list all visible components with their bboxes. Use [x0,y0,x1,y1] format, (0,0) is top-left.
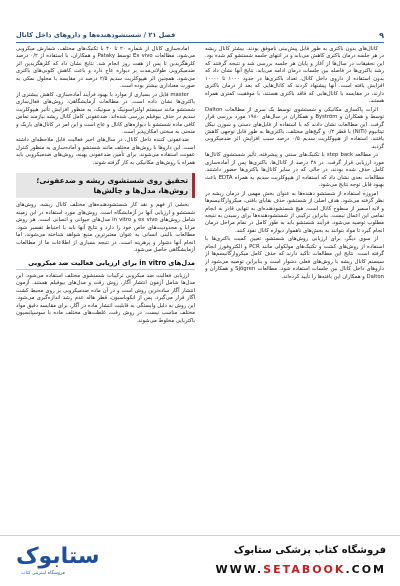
section-heading-box [16,173,195,198]
shop-name: فروشگاه کتاب پزشکی ستابوک [233,545,386,556]
paragraph: کانال‌های بدون باکتری به طور قابل پیش‌بینی ناموفق بودند. بیشتر کانال ریشه در هر جلسه درمان باکتری کاهش می‌یابد و در انتهای جلسه شستشو کم شده بود. این تحقیقات در سال‌ها از آغاز و پایان هر جلسه بررسی شد و نتیجه گرفتند که رشد باکتری‌ها در فاصله بین جلسات درمان ادامه می‌یابد. نتایج آنها نشان داد که بدون استفاده از داروی داخل کانال، تعداد باکتری‌ها در حدود ۱۰۰۰ تا ۱۰۰۰۰ افزایش یافته است. آنها پیشنهاد کردند که کانال‌هایی که بعد از درمان باکتری دارند، در مقایسه با کانال‌هایی که فاقد باکتری هستند، با موفقیت کمتری همراه هستند. [205,46,384,105]
subsection-heading [16,260,195,269]
url-brand: SETABOOK [263,563,346,576]
website-url[interactable] [216,563,386,576]
two-column-body [16,46,384,526]
paragraph: اثرات پاکسازی مکانیکی و شستشوی توسط یک سری از مطالعات Dalton توسط و همکاران و Byström و همکاران در سال‌های ۱۹۸۰ مورد بررسی قرار گرفت. این مطالعات نشان دادند که با استفاده از فایل‌های دستی و سوزن نیکل تیتانیوم (NiTi) با قطر ۰/۲ و گیج‌های مختلف، باکتری‌ها به طور قابل توجهی کاهش یافتند. استفاده از هیپوکلریت سدیم ۰/۵ درصد سبب افزایش اثر ضدمیکروبی گردید. [205,106,384,150]
paragraph: از سوی دیگر، برای ارزیابی روش‌های شستشو، تعیین کمیت باکتری‌ها با استفاده از روش‌های کشت و تکنیک‌های مولکولی مانند PCR و الکتروفورز انجام گرفته است. نتایج این مطالعات تأکید دارند که حذف کامل میکروارگانیسم‌ها از سیستم کانال ریشه با روش‌های فعلی دشوار است و بنابراین توصیه می‌شود از داروهای داخل کانال بین جلسات استفاده شود. مطالعات Sjögren و همکاران و Dalton و همکاران این یافته‌ها را تأیید کرده‌اند. [205,236,384,280]
logo-text: ستابوک [16,544,100,569]
setabook-logo[interactable] [12,544,100,578]
right-column [205,46,384,526]
paragraph: بخشی از فهم و نقد کار شستشودهنده‌های مختلف کانال ریشه، روش‌های شستشو و ارزیابی آنها در آزمایشگاه است. روش‌های مورد استفاده در این زمینه شامل روش‌های ex vivo و in vitro مدل‌های حیوانی و انسانی است. هر روش مزایا و محدودیت‌های خاص خود را دارد و نتایج آنها باید با احتیاط تفسیر شود. مطالعات بالینی انسانی به عنوان معتبرترین منبع شواهد شناخته می‌شوند، اما انجام آنها دشوار و پرهزینه است. در نتیجه بسیاری از اطلاعات ما از مطالعات آزمایشگاهی حاصل می‌شود. [16,202,195,253]
subsection-prefix: مدل‌های [168,259,195,268]
url-prefix: WWW. [215,563,264,576]
subsection-ltr-term: in vitro [139,259,166,268]
logo-subtitle: فروشگاه اینترنتی کتاب [21,571,65,576]
page-number: ۹ [379,30,384,40]
page-header [16,28,384,43]
paragraph: آماده‌سازی کانال از شماره ۲۰ تا ۴۰ با تکنیک‌های مختلف، شمارش میکروبی می‌شود. مطالعات Ex vivo توسط Pataky و همکاران، با استفاده از ۰/۲ درصد کلرهگزیدین تا پس از هفت روز انجام شد. نتایج نشان داد که کلرهگزیدین اثر ضدمیکروبی طولانی‌مدت بر دیواره عاج دارد و باعث کاهش کلونی‌های باکتری می‌شود. همچنین اثر هیپوکلریت سدیم ۲/۵ درصد در مقایسه با محلول نمکی به صورت معناداری بیشتر بوده است. [16,46,195,90]
paragraph: در مطالعه step back با تکنیک‌های سنتی و پیشرفته، تأثیر شستشوی کانال‌ها مورد ارزیابی قرار گرفت. در ۴۸ درصد از کانال‌ها، باکتری‌ها پس از آماده‌سازی کامل حذف شده بودند، در حالی که در سایر کانال‌ها باکتری‌ها حضور داشتند. مطالعات بعدی نشان داد که استفاده از هیپوکلریت سدیم به همراه EDTA باعث بهبود قابل توجه نتایج می‌شود. [205,152,384,189]
section-title: تحقیق روی شستشوی ریشه و ضدعفونی؛ روش‌ها، مدل‌ها و چالش‌ها [36,176,188,195]
paragraph: ارزیابی فعالیت ضد میکروبی ترکیبات شستشوی مختلف استفاده می‌شود. این مدل‌ها شامل آزمون انتشار آگار، روش رقت و مدل‌های بیوفیلم هستند. آزمون انتشار آگار ساده‌ترین روش است و در آن ماده ضدمیکروبی بر روی محیط کشت آگار قرار می‌گیرد. پس از انکوباسیون، قطر هاله عدم رشد اندازه‌گیری می‌شود. این روش به دلیل وابستگی به قابلیت انتشار ماده در آگار، برای مقایسه دقیق مواد مختلف مناسب نیست. در روش رقت، غلظت‌های مختلف ماده با سوسپانسیون باکتریایی مخلوط می‌شوند. [16,272,195,324]
paragraph: امروزه استفاده از شستشو دهنده‌ها به عنوان بخش مهمی از درمان ریشه در نظر گرفته می‌شود. هدف اصلی از شستشو، حذف بقایای بافتی، میکروارگانیسم‌ها و لایه اسمیر از سطوح کانال است. هیچ شستشودهنده‌ای به تنهایی قادر به انجام تمامی این اعمال نیست. بنابراین ترکیبی از شستشودهنده‌ها برای رسیدن به نتیجه مطلوب توصیه می‌شود. فرآیند شستشو باید به طور کامل در تمام مراحل درمان انجام گیرد تا مواد بتوانند به بخش‌های ناهموار دیواره کانال نفوذ کنند. [205,190,384,234]
chapter-title: فصل ۲۱ / شستشودهنده‌ها و داروهای داخل کانال [16,31,176,39]
url-suffix: .COM [345,563,386,576]
paragraph: master فایل در بسیاری از موارد با بهبود فرآیند آماده‌سازی، کاهش بیشتری از باکتری‌ها نشان داده است. در مطالعات آزمایشگاهی، روش‌های فعال‌سازی شستشو مانند سیستم اولتراسونیک و سونیک، به منظور افزایش تأثیر هیپوکلریت سدیم در حذف بیوفیلم بررسی شده‌اند. ضدعفونی کامل کانال ریشه نیازمند تماس کافی ماده شستشو با دیواره‌های کانال و عاج است و این امر در کانال‌های باریک و منحنی به سختی امکان‌پذیر است. [16,91,195,135]
subsection-suffix: برای ارزیابی فعالیت ضد میکروبی [28,259,137,268]
left-column [16,46,195,526]
page-footer [0,535,400,586]
paragraph: ضدعفونی کننده داخل کانال، در سال‌های اخیر فعالیت قابل ملاحظه‌ای داشته است. این داروها با روش‌های مختلف مانند شستشو و آماده‌سازی به منظور کنترل عفونت استفاده می‌شوند. برای تأمین ضدعفونی بهینه، روش‌های ضدمیکروبی باید همراه با روش‌های مکانیکی به کار گرفته شوند. [16,137,195,166]
